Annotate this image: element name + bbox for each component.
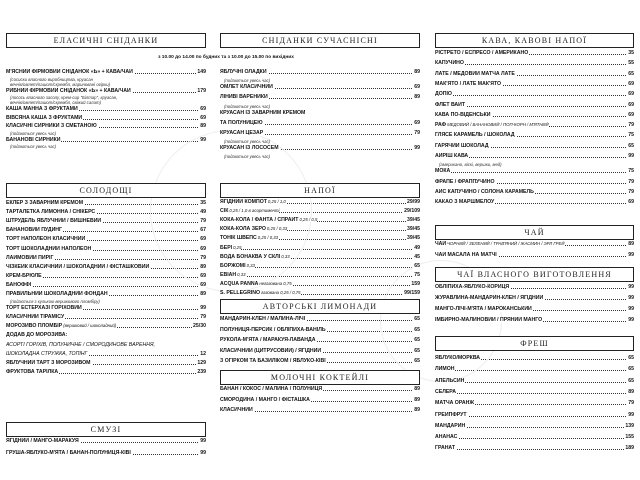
menu-item-price: 99 <box>414 145 420 152</box>
menu-item-name: ТОНІК ШВЕПС <box>220 235 257 242</box>
menu-item <box>6 88 206 94</box>
menu-item-name: РИБНИЙ ФІРМОВИЙ СНІДАНОК «Ь» + КАВА/ЧАЙ <box>6 87 131 94</box>
menu-item-name: ШТРУДЕЛЬ ЯБЛУЧНИЙ / ВИШНЕВИЙ <box>6 218 102 225</box>
menu-item-name: ЕВІАН <box>220 271 237 278</box>
menu-item-price: 12 <box>200 350 206 357</box>
menu-item-price: 99 <box>628 295 634 301</box>
menu-item-detail: 0,25 / 0,33 <box>266 226 288 232</box>
menu-item-price: 29/109 <box>404 208 420 215</box>
menu-item-price: 99 <box>628 306 634 312</box>
menu-item <box>6 282 206 288</box>
menu-item-name: АСОРТІ ГОРІХІВ, ПОЛУНИЧНЕ / СМОРОДИНОВЕ ВАРЕННЯ, <box>6 341 155 348</box>
menu-item-name: КАША МАННА З ФРУКТАМИ <box>6 106 78 112</box>
menu-item <box>220 145 420 151</box>
menu-item-name: КРУАСАН ІЗ ЗАВАРНИМ КРЕМОМ <box>220 109 306 116</box>
menu-item-name: ЧІЗКЕЙК КЛАСИЧНИЙ / ШОКОЛАДНИЙ / ФІСТАШКОВИЙ <box>6 263 150 270</box>
menu-item-price: 79 <box>628 400 634 407</box>
menu-item-name: КЛАСИЧНІ СИРНИКИ З СМЕТАНОЮ <box>6 123 97 129</box>
menu-item <box>435 252 634 258</box>
menu-item-note: (подаються увесь час) <box>224 154 271 160</box>
menu-item <box>6 69 206 75</box>
menu-item-price: 79 <box>628 178 634 185</box>
dotted-leader <box>435 393 634 394</box>
section-title-drinks: НАПОЇ <box>220 183 420 198</box>
menu-item-price: 69 <box>414 84 420 91</box>
menu-item <box>435 295 634 301</box>
menu-item-price: 69 <box>200 281 206 288</box>
menu-item <box>220 217 420 223</box>
menu-item-name: БАНАН / КОКОС / МАЛИНА / ПОЛУНИЦЯ <box>220 386 323 392</box>
menu-item-name: ТОРТ ШОКОЛАДНИЙ НАПОЛЕОН <box>6 245 92 252</box>
menu-item <box>435 400 634 406</box>
menu-item-price: 99 <box>628 411 634 418</box>
menu-item <box>6 305 206 311</box>
menu-item <box>220 397 420 403</box>
menu-item <box>435 143 634 149</box>
menu-item <box>6 227 206 233</box>
menu-item <box>6 115 206 121</box>
menu-item <box>435 412 634 418</box>
dotted-leader <box>220 276 420 277</box>
menu-item <box>435 50 634 56</box>
menu-item <box>6 342 206 348</box>
menu-item-note: (американо, віскі, вершки, мед) <box>439 162 502 168</box>
menu-item <box>435 132 634 138</box>
menu-item-price: 65 <box>414 316 420 322</box>
menu-item-price: 65 <box>414 358 420 364</box>
menu-item-name: ЯБЛУЧНИЙ ТАРТ З МОРОЗИВОМ <box>6 359 91 366</box>
menu-item-name: КРУАСАН ЦЕЗАР <box>220 130 264 136</box>
menu-item-name: S. PELLEGRINO <box>220 290 261 296</box>
menu-item-price: 65 <box>628 70 634 77</box>
menu-item <box>220 84 420 90</box>
dotted-leader <box>435 449 634 450</box>
menu-item-name: ФРУКТОВА ТАРІЛКА <box>6 368 59 375</box>
menu-item <box>435 434 634 440</box>
menu-item-name: ЛАЙМОВИЙ ПИРІГ <box>6 254 54 261</box>
menu-item-name: З ОГІРКОМ ТА БАЗИЛІКОМ / ЯБЛУКО-КІВІ <box>220 358 326 364</box>
menu-item-name: КАВА ПО-ВІДЕНСЬКИ <box>435 111 491 118</box>
menu-item-name: ВОДА БОНАКВА У СКЛІ <box>220 253 281 260</box>
menu-item-price: 35 <box>200 200 206 206</box>
dotted-leader <box>220 249 420 250</box>
menu-item <box>220 316 420 322</box>
menu-item <box>435 317 634 323</box>
dotted-leader <box>435 370 634 371</box>
section-title-classic-breakfasts: ЕЛАСИЧНІ СНІДАНКИ <box>6 33 206 48</box>
menu-item-price: 89 <box>200 263 206 270</box>
menu-item-name: КОКА-КОЛА / ФАНТА / СПРАЙТ <box>220 217 299 224</box>
menu-item-name: МОРОЗИВО ПЛОМБІР <box>6 323 63 330</box>
menu-item-note: (подається з кулькою вершкового пломбіру) <box>10 299 100 305</box>
menu-item <box>6 314 206 320</box>
section-title-milkshakes: МОЛОЧНІ КОКТЕЙЛІ <box>220 370 420 385</box>
menu-item-price: 65 <box>628 355 634 361</box>
menu-item-price: 89 <box>414 94 420 101</box>
menu-column-right <box>435 0 634 480</box>
menu-item-price: 99 <box>200 438 206 444</box>
menu-item <box>435 102 634 108</box>
menu-item <box>220 327 420 333</box>
menu-item <box>220 358 420 364</box>
menu-item-name: КЛАСИЧНИЙ (ЦИТРУСОВИЙ) / ЯГІДНИЙ <box>220 347 322 354</box>
menu-item-price: 89 <box>200 123 206 129</box>
menu-item <box>220 245 420 251</box>
menu-item <box>435 81 634 87</box>
menu-item <box>6 123 206 129</box>
menu-item-name: ОМЛЕТ КЛАСИЧНИЙ <box>220 84 273 91</box>
menu-item <box>435 71 634 77</box>
menu-item-name: АПЕЛЬСИН <box>435 377 465 384</box>
menu-item-price: 69 <box>414 119 420 126</box>
menu-item-note: (подаються увесь час) <box>224 78 271 84</box>
menu-item-name: ГРЕЙПФРУТ <box>435 411 467 418</box>
menu-item-name: ГРУША-ЯБЛУКО-М'ЯТА / БАНАН-ПОЛУНИЦЯ-КІВІ <box>6 450 131 456</box>
section-title-modern-breakfasts: СНІДАНКИ СУЧАСНІСНІ <box>220 33 420 48</box>
menu-item-name: ЧАЙ МАСАЛА НА МАТЧІ <box>435 251 497 258</box>
menu-item-detail: газована 0,25 / 0,75 <box>261 290 301 295</box>
menu-item-price: 69 <box>628 101 634 108</box>
menu-item <box>220 226 420 232</box>
menu-item <box>220 281 420 287</box>
menu-item-name: ФЛЕТ ВАЙТ <box>435 101 466 108</box>
menu-item-price: 69 <box>628 80 634 87</box>
menu-item-price: 79 <box>200 218 206 225</box>
menu-item-name: МАТЧА ОРАНЖ <box>435 400 475 407</box>
menu-item-name: ГЛЯСЕ КАРАМЕЛЬ / ШОКОЛАД <box>435 132 515 139</box>
menu-item-price: 65 <box>414 326 420 333</box>
menu-item-note: (подаються увесь час) <box>224 103 271 109</box>
dotted-leader <box>435 95 634 96</box>
menu-item-note: (подаються увесь час) <box>224 139 271 145</box>
menu-item <box>435 284 634 290</box>
menu-item <box>435 378 634 384</box>
menu-item-name: СЕЛЕРА <box>435 388 457 395</box>
breakfast-hours: з 10.00 до 14.00 по будних та з 10.00 до 15.00 по вихідних <box>158 55 294 60</box>
menu-item-note: вечнік/омлет/пашот/скрембл, свіжий салат) <box>10 100 101 105</box>
menu-item <box>435 91 634 97</box>
section-title-fresh: ФРЕШ <box>435 336 634 351</box>
menu-item <box>6 264 206 270</box>
menu-column-middle <box>220 0 420 480</box>
menu-item <box>435 366 634 372</box>
menu-item-price: 149 <box>197 69 206 75</box>
menu-item-name: ЕКЛЕР З ЗАВАРНИМ КРЕМОМ <box>6 200 84 206</box>
menu-item <box>220 69 420 75</box>
menu-item-name: СМОРОДИНА / МАНГО / ФІСТАШКА <box>220 396 310 403</box>
menu-item-name: РАФ <box>435 122 447 129</box>
menu-item <box>6 236 206 242</box>
menu-item-note: вечнік/омлет/пашот/скрембл, мариновані огірки) <box>10 81 111 87</box>
section-title-tea: ЧАЙ <box>435 225 634 240</box>
menu-item <box>6 360 206 366</box>
menu-item-price: 69 <box>200 114 206 121</box>
menu-item-price: 89 <box>200 291 206 297</box>
menu-item-detail: 0,25 / 0,33 <box>257 235 279 241</box>
menu-item-price: 75 <box>628 132 634 139</box>
menu-item <box>220 254 420 260</box>
menu-item-name: ЯБЛУЧНІ ОЛАДКИ <box>220 69 267 75</box>
menu-item-name: ДОПІО <box>435 91 452 98</box>
menu-item-name: СІК <box>220 208 229 215</box>
menu-item-price: 155 <box>625 434 634 441</box>
menu-item <box>220 208 420 214</box>
menu-item-note: (подаються увесь час) <box>10 130 57 136</box>
menu-item-price: 25/30 <box>193 323 206 330</box>
menu-item-price: 99 <box>628 317 634 323</box>
menu-item-price: 79 <box>414 130 420 136</box>
menu-item <box>6 369 206 375</box>
section-title-own-tea: ЧАЇ ВЛАСНОГО ВИГОТОВЛЕННЯ <box>435 267 634 282</box>
menu-item <box>220 94 420 100</box>
menu-item <box>435 168 634 174</box>
menu-item <box>6 291 206 297</box>
menu-item <box>435 423 634 429</box>
menu-item <box>6 246 206 252</box>
menu-item-price: 39/45 <box>407 226 420 233</box>
menu-item <box>6 106 206 112</box>
menu-item <box>435 153 634 159</box>
menu-item <box>220 337 420 343</box>
menu-item <box>6 351 206 357</box>
menu-item-price: 69 <box>200 272 206 279</box>
menu-item-name: РУКОЛА-М'ЯТА / МАРАКУЯ-ЛАВАНДА <box>220 337 316 343</box>
menu-item-name: БАНАНОВІ СИРНИКИ <box>6 136 61 143</box>
menu-item-price: 69 <box>628 111 634 118</box>
menu-item-price: 65 <box>414 262 420 269</box>
menu-item-price: 139 <box>625 422 634 429</box>
menu-item <box>6 323 206 329</box>
menu-item <box>6 450 206 456</box>
menu-item-name: ТОРТ ЕСТЕРХАЗІ ГОРІХОВИЙ <box>6 305 82 312</box>
menu-item-price: 45 <box>414 253 420 260</box>
menu-item-name: ACQUA PANNA <box>220 280 259 287</box>
menu-item-name: МАНДАРИН <box>435 422 466 429</box>
menu-item <box>6 218 206 224</box>
menu-item-price: 35 <box>628 50 634 56</box>
menu-item <box>220 290 420 296</box>
menu-item-name: ЛІНИВІ ВАРЕНИКИ <box>220 94 268 101</box>
menu-item-price: 179 <box>197 87 206 94</box>
menu-item-price: 79 <box>200 314 206 321</box>
menu-item-name: КРЕМ-БРЮЛЕ <box>6 272 42 279</box>
menu-item-name: БАНАНОВИЙ ПУДИНГ <box>6 227 62 234</box>
menu-item-name: ЖУРАВЛИНА-МАНДАРИН-КЛЕН / ЯГІДНИЙ <box>435 295 544 301</box>
menu-item-price: 29/99 <box>407 199 420 205</box>
menu-item-name: ЯГІДНИЙ / МАНГО-МАРАКУЯ <box>6 438 79 444</box>
menu-item <box>6 332 206 338</box>
menu-item-price: 129 <box>197 359 206 366</box>
menu-item <box>435 199 634 205</box>
menu-item-name: ТАРТАЛЕТКА ЛИМОННА / СНІКЕРС <box>6 209 96 216</box>
menu-item <box>435 241 634 247</box>
menu-item-price: 89 <box>414 69 420 75</box>
menu-item <box>435 189 634 195</box>
menu-item <box>6 209 206 215</box>
menu-item-name: ДОДАВ ДО МОРОЗИВА: <box>6 332 68 339</box>
menu-item-price: 65 <box>628 142 634 149</box>
menu-item-price: 67 <box>200 227 206 234</box>
menu-item-name: КАПУЧИНО <box>435 60 464 67</box>
menu-item-name: ФРАПЕ / ФРАППУЧИНО <box>435 178 495 185</box>
menu-item-price: 39/45 <box>407 217 420 224</box>
menu-item-name: МОКА <box>435 168 451 175</box>
menu-item-name: КОКА-КОЛА ЗЕРО <box>220 226 266 233</box>
menu-item-price: 89 <box>414 407 420 413</box>
menu-item-name: ГРАНАТ <box>435 445 456 452</box>
menu-item-name: М'ЯСНИЙ ФІРМОВИЙ СНІДАНОК «Ь» + КАВА/ЧАЙ <box>6 69 133 75</box>
menu-item-price: 79 <box>628 188 634 195</box>
menu-item <box>220 199 420 205</box>
menu-item <box>435 389 634 395</box>
menu-item-price: 65 <box>414 347 420 354</box>
menu-item-price: 75 <box>628 168 634 175</box>
menu-item-name: ТА ПОЛУНИЦЕЮ <box>220 119 263 126</box>
menu-item <box>6 137 206 143</box>
menu-item-name: МАНДАРИН-КЛЕН / МАЛИНА-ЛІЧІ <box>220 316 306 322</box>
menu-item-detail: 0,25 / 1,0 в асортименті <box>229 208 280 214</box>
menu-item-note: (подаються увесь час) <box>10 144 57 149</box>
menu-item-detail: ЧОРНИЙ / ЗЕЛЕНИЙ / ТРАВ'ЯНИЙ / ЖАСМИН / ЭРЛ ГРЕЙ <box>447 241 565 246</box>
menu-item <box>220 110 420 116</box>
menu-item-detail: 0,25 / 0,5 <box>299 217 318 223</box>
menu-item-name: БЕРІ <box>220 244 233 251</box>
menu-item-name: ЯГІДНИЙ КОМПОТ <box>220 199 267 205</box>
menu-item <box>220 272 420 278</box>
menu-item-price: 99/159 <box>404 290 420 296</box>
menu-item-price: 69 <box>628 91 634 98</box>
menu-item-name: ЧАЙ <box>435 241 447 247</box>
menu-item-detail: 0,25 / 1,0 <box>267 199 286 204</box>
dotted-leader <box>435 172 634 173</box>
dotted-leader <box>6 286 206 287</box>
menu-item-price: 79 <box>200 254 206 261</box>
menu-item <box>435 306 634 312</box>
menu-item-name: ВІВСЯНА КАША З ФРУКТАМИ <box>6 114 83 121</box>
menu-item-price: 65 <box>628 366 634 373</box>
menu-item-price: 99 <box>628 153 634 159</box>
menu-item-price: 49 <box>200 209 206 216</box>
menu-item-name: МАНГО-ЛІЧІ-М'ЯТА / МАРОКАНСЬКИЙ <box>435 306 532 312</box>
menu-item <box>435 122 634 128</box>
menu-item-name: ГАРЯЧИЙ ШОКОЛАД <box>435 142 489 149</box>
menu-item <box>435 355 634 361</box>
menu-item <box>6 273 206 279</box>
menu-item <box>220 263 420 269</box>
menu-item-detail: (вершковий / шоколадний) <box>63 323 117 329</box>
menu-item-detail: МЕДОВИЙ / БАНАНОВИЙ / ПОП-КОРН / М'ЯТНИЙ <box>447 122 549 128</box>
menu-item <box>435 445 634 451</box>
menu-item-price: 99 <box>628 284 634 290</box>
menu-item-price: 89 <box>414 386 420 392</box>
menu-item-price: 49 <box>414 244 420 251</box>
menu-item-price: 39/45 <box>407 235 420 242</box>
menu-item-price: 239 <box>197 368 206 375</box>
menu-item-name: ЛИМОН <box>435 366 455 373</box>
menu-item-price: 69 <box>628 199 634 206</box>
menu-item-detail: 0,25 <box>233 244 242 250</box>
menu-item-name: КАКАО З МАРШМЕЛОУ <box>435 199 495 206</box>
menu-item <box>6 438 206 444</box>
menu-item-price: 89 <box>414 396 420 403</box>
dotted-leader <box>435 438 634 439</box>
menu-item-name: КЛАСИЧНИЙ ТІРАМІСУ <box>6 314 65 321</box>
menu-item <box>435 112 634 118</box>
menu-item <box>6 200 206 206</box>
menu-item-price: 65 <box>628 377 634 384</box>
menu-item-name: ОБЛІПИХА-ЯБЛУКО-КОРИЦЯ <box>435 284 510 290</box>
menu-item-name: КРУАСАН ІЗ ЛОСОСЕМ <box>220 145 279 152</box>
menu-item-note: (сосиски власного виробництва, круасан <box>10 76 94 82</box>
menu-item-price: 159 <box>411 280 420 287</box>
menu-item-detail: 0,33 <box>246 262 255 268</box>
menu-item-detail: 0,33 <box>237 271 246 277</box>
menu-item <box>220 120 420 126</box>
menu-item-name: МАК'ЯТО / ЛАТЕ МАК'ЯТО <box>435 80 502 87</box>
section-title-lemonades: АВТОРСЬКІ ЛИМОНАДИ <box>220 299 420 314</box>
menu-item <box>6 255 206 261</box>
menu-item <box>435 179 634 185</box>
menu-item-name: ЛАТЕ / МЕДОВИЙ МАТЧА ЛАТЕ <box>435 70 515 77</box>
menu-item-name: ШОКОЛАДНА СТРУЖКА, ТОПІНГ <box>6 350 88 357</box>
menu-item-name: БОРЖОМІ <box>220 262 246 269</box>
menu-item-price: 55 <box>628 60 634 67</box>
menu-item-price: 99 <box>200 136 206 143</box>
menu-item-detail: 0,33 <box>281 253 290 259</box>
menu-item-price: 69 <box>200 245 206 252</box>
menu-item-price: 79 <box>628 122 634 129</box>
menu-item-name: БАНОФФІ <box>6 281 32 288</box>
menu-item-price: 65 <box>414 337 420 343</box>
section-title-smoothies: СМУЗІ <box>6 422 206 437</box>
section-title-coffee: КАВА, КАВОВІ НАПОЇ <box>435 33 634 48</box>
menu-item-price: 69 <box>200 236 206 243</box>
menu-item-name: АНАНАС <box>435 434 458 441</box>
menu-item <box>435 60 634 66</box>
menu-item-name: АЙРІШ КАВА <box>435 153 469 159</box>
menu-item-name: РІСТРЕТО / ЕСПРЕСО / АМЕРИКАНО <box>435 50 529 56</box>
section-title-sweets: СОЛОДОЩІ <box>6 183 206 198</box>
menu-item <box>220 386 420 392</box>
menu-item-price: 99 <box>200 305 206 312</box>
menu-item-name: ІМБИРНО-МАЛИНОВИЙ / ПРЯНИЙ МАНГО <box>435 317 543 323</box>
menu-item-price: 189 <box>625 445 634 452</box>
menu-item-name: ПРАВИЛЬНИЙ ШОКОЛАДНИЙ ФОНДАН <box>6 291 108 297</box>
menu-item-note: (лосось власного засолу, крем-сир "Білтар", круасан, <box>10 95 118 100</box>
menu-item <box>220 348 420 354</box>
menu-item-price: 75 <box>414 271 420 278</box>
menu-item-detail: негазована 0,75 <box>259 280 292 286</box>
menu-item-name: ПОЛУНИЦЯ-ПЕРСИК / ОБЛІПИХА-ВАНІЛЬ <box>220 326 326 333</box>
menu-item <box>220 235 420 241</box>
menu-item-name: КЛАСИЧНИЙ <box>220 407 253 413</box>
menu-item-price: 89 <box>628 241 634 247</box>
menu-item-price: 89 <box>628 388 634 395</box>
menu-item-name: АЙС КАПУЧИНО / СОЛОНА КАРАМЕЛЬ <box>435 188 534 195</box>
menu-item <box>220 130 420 136</box>
menu-item-price: 69 <box>200 106 206 112</box>
menu-item-name: ТОРТ НАПОЛЕОН КЛАСИЧНИЙ <box>6 236 86 243</box>
menu-item-name: ЯБЛУКО/МОРКВА <box>435 355 481 361</box>
menu-item-price: 99 <box>200 450 206 456</box>
menu-item-price: 99 <box>628 251 634 258</box>
menu-item <box>220 407 420 413</box>
